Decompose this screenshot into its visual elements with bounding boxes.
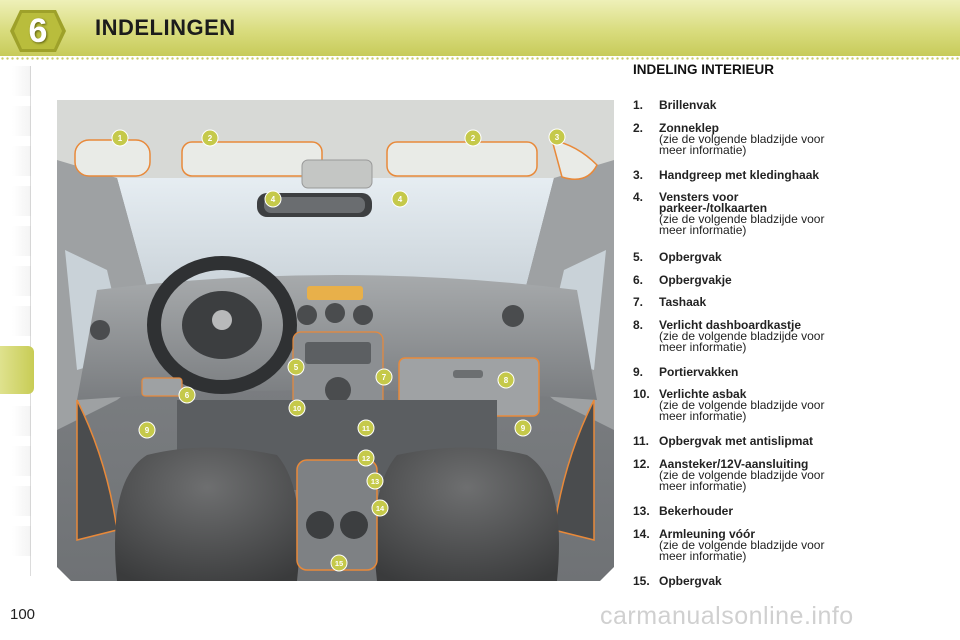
svg-text:11: 11 — [362, 424, 370, 433]
sun-visor-right — [387, 142, 537, 176]
callout-10 — [289, 400, 305, 416]
item-label: Aansteker/12V-aansluiting — [659, 457, 809, 471]
callout-6 — [179, 387, 195, 403]
item-label: Tashaak — [659, 295, 707, 309]
item-label: Opbergvakje — [659, 273, 732, 287]
svg-text:1: 1 — [117, 134, 123, 143]
callout-12 — [358, 450, 374, 466]
item-number: 6. — [633, 273, 644, 287]
callout-4a — [265, 191, 281, 207]
callout-4b — [392, 191, 408, 207]
item-number: 8. — [633, 318, 644, 332]
item-label: Armleuning vóór — [659, 527, 756, 541]
svg-text:14: 14 — [375, 504, 385, 513]
chapter-tab-strip — [0, 66, 34, 576]
item-note: (zie de volgende bladzijde voor meer informatie) — [659, 132, 825, 157]
header-dot-pattern — [0, 56, 960, 62]
item-note: (zie de volgende bladzijde voor meer informatie) — [659, 329, 825, 354]
item-number: 11. — [633, 434, 650, 448]
vent-right — [502, 305, 524, 327]
svg-text:8: 8 — [503, 376, 509, 385]
item-label: Bekerhouder — [659, 504, 734, 518]
sun-visor-glasses-case — [75, 140, 150, 176]
item-number: 4. — [633, 190, 644, 204]
chapter-tab-active[interactable] — [0, 346, 34, 394]
dash-display — [307, 286, 363, 300]
svg-text:9: 9 — [144, 426, 150, 435]
item-label: Opbergvak — [659, 574, 722, 588]
svg-text:13: 13 — [370, 477, 380, 486]
svg-text:10: 10 — [292, 404, 302, 413]
climate-knob — [325, 377, 351, 403]
chapter-tab-1[interactable] — [12, 66, 31, 96]
svg-text:3: 3 — [554, 133, 560, 142]
chapter-tab-6[interactable] — [12, 266, 31, 296]
svg-text:2: 2 — [207, 134, 213, 143]
callout-15 — [331, 555, 347, 571]
callout-7 — [376, 369, 392, 385]
item-label: Zonneklep — [659, 121, 720, 135]
callout-9b — [515, 420, 531, 436]
item-number: 15. — [633, 574, 650, 588]
vent-left — [90, 320, 110, 340]
svg-text:4: 4 — [270, 195, 276, 204]
rear-vent-right — [340, 511, 368, 539]
vent-center-2 — [325, 303, 345, 323]
chapter-tab-12[interactable] — [12, 526, 31, 556]
item-number: 2. — [633, 121, 644, 135]
callout-2b — [465, 130, 481, 146]
item-number: 3. — [633, 168, 644, 182]
callout-11 — [358, 420, 374, 436]
chapter-title: INDELINGEN — [95, 15, 236, 40]
car-interior-illustration — [57, 100, 614, 581]
svg-text:2: 2 — [470, 134, 476, 143]
item-number: 7. — [633, 295, 644, 309]
chapter-number: 6 — [28, 11, 48, 50]
callout-8 — [498, 372, 514, 388]
interior-light — [302, 160, 372, 188]
chapter-tab-4[interactable] — [12, 186, 31, 216]
page-number: 100 — [10, 606, 36, 623]
radio-unit — [305, 342, 371, 364]
item-number: 10. — [633, 387, 650, 401]
seat-driver — [115, 448, 300, 582]
item-label: Verlichte asbak — [659, 387, 747, 401]
item-number: 5. — [633, 250, 644, 264]
callout-14 — [372, 500, 388, 516]
callout-2a — [202, 130, 218, 146]
item-label: Opbergvak met antislipmat — [659, 434, 814, 448]
glovebox-handle — [453, 370, 483, 378]
callout-5 — [288, 359, 304, 375]
svg-text:15: 15 — [334, 559, 344, 568]
watermark: carmanualsonline.info — [600, 602, 854, 630]
vent-center-1 — [297, 305, 317, 325]
callout-1 — [112, 130, 128, 146]
callout-3 — [549, 129, 565, 145]
item-note: (zie de volgende bladzijde voor meer informatie) — [659, 538, 825, 563]
item-number: 9. — [633, 365, 644, 379]
sun-visor-left — [182, 142, 322, 176]
item-number: 12. — [633, 457, 650, 471]
callout-13 — [367, 473, 383, 489]
chapter-tab-10[interactable] — [12, 446, 31, 476]
chapter-tab-2[interactable] — [12, 106, 31, 136]
item-label: Vensters voor parkeer-/tolkaarten — [659, 190, 768, 215]
item-note: (zie de volgende bladzijde voor meer informatie) — [659, 212, 825, 237]
seat-passenger — [375, 448, 560, 582]
storage-left — [142, 378, 182, 396]
chapter-tab-5[interactable] — [12, 226, 31, 256]
section-title: INDELING INTERIEUR — [633, 62, 775, 77]
rear-vent-left — [306, 511, 334, 539]
svg-text:7: 7 — [381, 373, 387, 382]
item-label: Brillenvak — [659, 98, 717, 112]
chapter-tab-7[interactable] — [12, 306, 31, 336]
chapter-tab-11[interactable] — [12, 486, 31, 516]
item-label: Opbergvak — [659, 250, 722, 264]
item-number: 1. — [633, 98, 644, 112]
svg-text:6: 6 — [184, 391, 190, 400]
item-number: 13. — [633, 504, 650, 518]
item-note: (zie de volgende bladzijde voor meer informatie) — [659, 398, 825, 423]
chapter-tab-9[interactable] — [12, 406, 31, 436]
item-number: 14. — [633, 527, 650, 541]
item-label: Portiervakken — [659, 365, 739, 379]
chapter-tab-3[interactable] — [12, 146, 31, 176]
svg-text:12: 12 — [361, 454, 371, 463]
steering-logo — [212, 310, 232, 330]
callout-9a — [139, 422, 155, 438]
item-label: Verlicht dashboardkastje — [659, 318, 802, 332]
svg-text:4: 4 — [397, 195, 403, 204]
svg-text:5: 5 — [293, 363, 299, 372]
item-note: (zie de volgende bladzijde voor meer informatie) — [659, 468, 825, 493]
vent-center-3 — [353, 305, 373, 325]
svg-text:9: 9 — [520, 424, 526, 433]
item-label: Handgreep met kledinghaak — [659, 168, 820, 182]
